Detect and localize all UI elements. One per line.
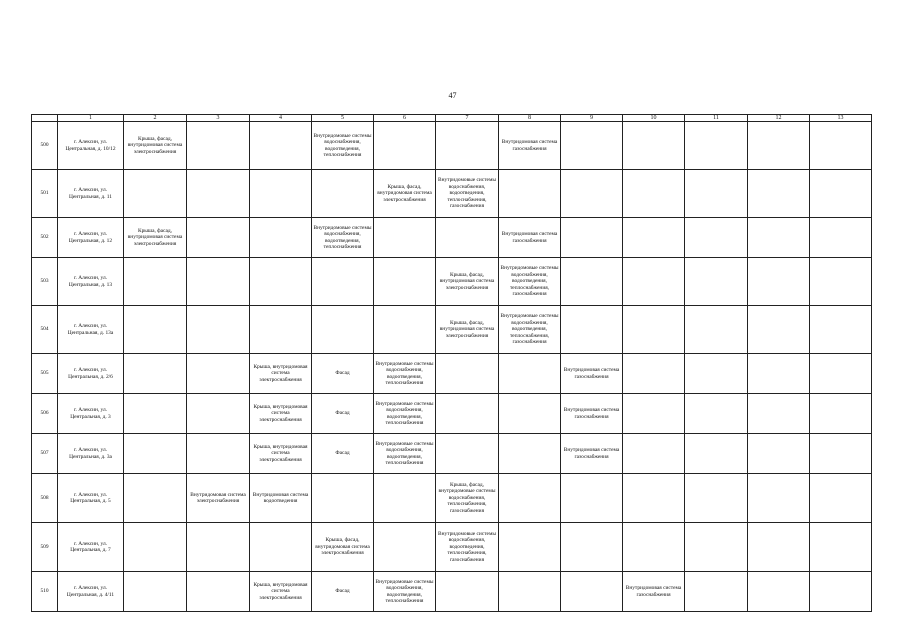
work-cell <box>499 572 561 612</box>
work-cell <box>748 170 810 218</box>
work-cell <box>124 258 187 306</box>
work-cell <box>810 474 872 523</box>
work-cell <box>810 572 872 612</box>
row-number: 509 <box>32 523 58 572</box>
work-cell <box>250 523 312 572</box>
work-cell: Крыша, внутридомовая система электроснабжения <box>250 354 312 394</box>
work-cell <box>124 523 187 572</box>
work-cell <box>748 572 810 612</box>
work-cell: Внутридомовые системы водоснабжения, водоотведения, теплоснабжения <box>374 434 436 474</box>
address-cell: г. Алексин, ул. Центральная, д. 4/11 <box>58 572 124 612</box>
work-cell <box>810 394 872 434</box>
header-cell-11: 11 <box>685 115 748 122</box>
work-cell: Крыша, внутридомовая система электроснабжения <box>250 434 312 474</box>
work-cell: Внутридомовые системы водоснабжения, водоотведения, теплоснабжения, газоснабжения <box>436 523 499 572</box>
work-cell: Внутридомовая система газоснабжения <box>499 218 561 258</box>
work-cell: Внутридомовые системы водоснабжения, водоотведения, теплоснабжения, газоснабжения <box>499 306 561 354</box>
work-cell: Внутридомовые системы водоснабжения, водоотведения, теплоснабжения, газоснабжения <box>436 170 499 218</box>
row-number: 510 <box>32 572 58 612</box>
table-row <box>32 218 872 258</box>
row-number: 506 <box>32 394 58 434</box>
work-cell: Крыша, фасад, внутридомовая система электроснабжения <box>436 306 499 354</box>
table-row <box>32 394 872 434</box>
work-cell: Крыша, фасад, внутридомовая система электроснабжения <box>374 170 436 218</box>
table-row <box>32 258 872 306</box>
header-cell-10: 10 <box>623 115 685 122</box>
work-cell: Внутридомовая система газоснабжения <box>623 572 685 612</box>
work-cell <box>436 434 499 474</box>
work-cell <box>374 122 436 170</box>
work-cell: Фасад <box>312 434 374 474</box>
table-row <box>32 523 872 572</box>
work-cell <box>250 122 312 170</box>
work-cell <box>623 122 685 170</box>
address-cell: г. Алексин, ул. Центральная, д. 13 <box>58 258 124 306</box>
table-row <box>32 434 872 474</box>
work-cell <box>685 523 748 572</box>
work-cell <box>561 306 623 354</box>
header-cell-1: 1 <box>58 115 124 122</box>
work-cell <box>250 170 312 218</box>
work-cell <box>623 170 685 218</box>
work-cell <box>810 122 872 170</box>
work-cell: Внутридомовые системы водоснабжения, водоотведения, теплоснабжения <box>312 122 374 170</box>
row-number: 502 <box>32 218 58 258</box>
work-cell <box>685 394 748 434</box>
work-cell <box>436 354 499 394</box>
row-number: 507 <box>32 434 58 474</box>
schedule-table <box>31 114 872 612</box>
work-cell <box>623 523 685 572</box>
address-cell: г. Алексин, ул. Центральная, д. 11 <box>58 170 124 218</box>
table-row <box>32 122 872 170</box>
address-cell: г. Алексин, ул. Центральная, д. 3а <box>58 434 124 474</box>
header-cell-6: 6 <box>374 115 436 122</box>
work-cell: Крыша, фасад, внутридомовая система электроснабжения <box>312 523 374 572</box>
header-cell-blank <box>32 115 58 122</box>
work-cell <box>748 394 810 434</box>
work-cell <box>623 434 685 474</box>
work-cell <box>499 474 561 523</box>
work-cell <box>499 434 561 474</box>
header-cell-12: 12 <box>748 115 810 122</box>
work-cell <box>685 354 748 394</box>
work-cell <box>312 258 374 306</box>
work-cell <box>623 474 685 523</box>
row-number: 503 <box>32 258 58 306</box>
header-cell-2: 2 <box>124 115 187 122</box>
row-number: 504 <box>32 306 58 354</box>
work-cell <box>187 572 250 612</box>
table-row <box>32 306 872 354</box>
work-cell <box>187 122 250 170</box>
work-cell <box>623 218 685 258</box>
work-cell <box>623 354 685 394</box>
work-cell: Внутридомовая система газоснабжения <box>561 434 623 474</box>
address-cell: г. Алексин, ул. Центральная, д. 3 <box>58 394 124 434</box>
work-cell: Фасад <box>312 572 374 612</box>
work-cell <box>748 354 810 394</box>
work-cell: Внутридомовая система водоотведения <box>250 474 312 523</box>
work-cell: Крыша, фасад, внутридомовые системы водоснабжения, теплоснабжения, газоснабжения <box>436 474 499 523</box>
work-cell <box>561 572 623 612</box>
header-cell-7: 7 <box>436 115 499 122</box>
work-cell <box>810 170 872 218</box>
work-cell <box>499 354 561 394</box>
work-cell: Фасад <box>312 394 374 434</box>
work-cell <box>187 434 250 474</box>
header-cell-3: 3 <box>187 115 250 122</box>
work-cell <box>561 122 623 170</box>
work-cell <box>685 122 748 170</box>
header-cell-4: 4 <box>250 115 312 122</box>
work-cell <box>810 218 872 258</box>
work-cell: Крыша, фасад, внутридомовая система электроснабжения <box>124 218 187 258</box>
work-cell <box>124 354 187 394</box>
work-cell <box>810 523 872 572</box>
work-cell <box>810 306 872 354</box>
work-cell <box>499 394 561 434</box>
work-cell <box>748 474 810 523</box>
work-cell: Внутридомовая система газоснабжения <box>499 122 561 170</box>
work-cell <box>124 474 187 523</box>
table-row <box>32 170 872 218</box>
address-cell: г. Алексин, ул. Центральная, д. 5 <box>58 474 124 523</box>
work-cell <box>810 354 872 394</box>
work-cell <box>748 122 810 170</box>
row-number: 501 <box>32 170 58 218</box>
address-cell: г. Алексин, ул. Центральная, д. 2/6 <box>58 354 124 394</box>
work-cell <box>499 170 561 218</box>
row-number: 508 <box>32 474 58 523</box>
work-cell <box>374 474 436 523</box>
work-cell <box>499 523 561 572</box>
work-cell <box>685 218 748 258</box>
work-cell <box>374 306 436 354</box>
work-cell: Внутридомовые системы водоснабжения, водоотведения, теплоснабжения <box>374 572 436 612</box>
row-number: 505 <box>32 354 58 394</box>
work-cell <box>187 394 250 434</box>
work-cell <box>124 394 187 434</box>
work-cell <box>685 572 748 612</box>
work-cell <box>250 258 312 306</box>
address-cell: г. Алексин, ул. Центральная, д. 12 <box>58 218 124 258</box>
work-cell <box>187 306 250 354</box>
header-cell-9: 9 <box>561 115 623 122</box>
work-cell: Крыша, фасад, внутридомовая система электроснабжения <box>124 122 187 170</box>
work-cell: Внутридомовые системы водоснабжения, водоотведения, теплоснабжения, газоснабжения <box>499 258 561 306</box>
work-cell <box>374 258 436 306</box>
work-cell <box>561 258 623 306</box>
work-cell <box>748 434 810 474</box>
work-cell <box>187 218 250 258</box>
header-row <box>32 115 872 122</box>
work-cell: Внутридомовая система электроснабжения <box>187 474 250 523</box>
work-cell <box>187 523 250 572</box>
work-cell <box>810 434 872 474</box>
work-cell <box>124 434 187 474</box>
header-cell-8: 8 <box>499 115 561 122</box>
work-cell <box>374 218 436 258</box>
work-cell: Крыша, внутридомовая система электроснабжения <box>250 394 312 434</box>
work-cell: Крыша, внутридомовая система электроснабжения <box>250 572 312 612</box>
work-cell: Внутридомовая система газоснабжения <box>561 394 623 434</box>
work-cell <box>561 474 623 523</box>
header-cell-13: 13 <box>810 115 872 122</box>
work-cell <box>748 258 810 306</box>
work-cell <box>561 170 623 218</box>
table-row <box>32 572 872 612</box>
work-cell: Фасад <box>312 354 374 394</box>
work-cell: Внутридомовые системы водоснабжения, водоотведения, теплоснабжения <box>374 394 436 434</box>
work-cell <box>124 170 187 218</box>
work-cell <box>436 218 499 258</box>
work-cell <box>187 258 250 306</box>
work-cell <box>124 572 187 612</box>
work-cell: Внутридомовые системы водоснабжения, водоотведения, теплоснабжения <box>374 354 436 394</box>
table-body <box>32 122 872 612</box>
address-cell: г. Алексин, ул. Центральная, д. 10/12 <box>58 122 124 170</box>
work-cell <box>436 394 499 434</box>
page-number: 47 <box>448 91 457 100</box>
work-cell <box>685 306 748 354</box>
work-cell <box>623 394 685 434</box>
work-cell <box>685 258 748 306</box>
work-cell <box>312 306 374 354</box>
work-cell <box>748 218 810 258</box>
work-cell <box>685 170 748 218</box>
work-cell <box>374 523 436 572</box>
work-cell <box>187 354 250 394</box>
work-cell <box>124 306 187 354</box>
work-cell <box>685 434 748 474</box>
work-cell <box>685 474 748 523</box>
work-cell <box>250 306 312 354</box>
work-cell <box>810 258 872 306</box>
work-cell <box>748 523 810 572</box>
work-cell: Внутридомовая система газоснабжения <box>561 354 623 394</box>
header-cell-5: 5 <box>312 115 374 122</box>
table-row <box>32 474 872 523</box>
work-cell <box>436 122 499 170</box>
address-cell: г. Алексин, ул. Центральная, д. 7 <box>58 523 124 572</box>
work-cell <box>561 218 623 258</box>
work-cell: Внутридомовые системы водоснабжения, водоотведения, теплоснабжения <box>312 218 374 258</box>
table-row <box>32 354 872 394</box>
work-cell <box>623 306 685 354</box>
work-cell <box>250 218 312 258</box>
work-cell <box>436 572 499 612</box>
work-cell <box>312 170 374 218</box>
work-cell: Крыша, фасад, внутридомовая система электроснабжения <box>436 258 499 306</box>
work-cell <box>748 306 810 354</box>
work-cell <box>312 474 374 523</box>
work-cell <box>561 523 623 572</box>
work-cell <box>623 258 685 306</box>
work-cell <box>187 170 250 218</box>
address-cell: г. Алексин, ул. Центральная, д. 13а <box>58 306 124 354</box>
row-number: 500 <box>32 122 58 170</box>
